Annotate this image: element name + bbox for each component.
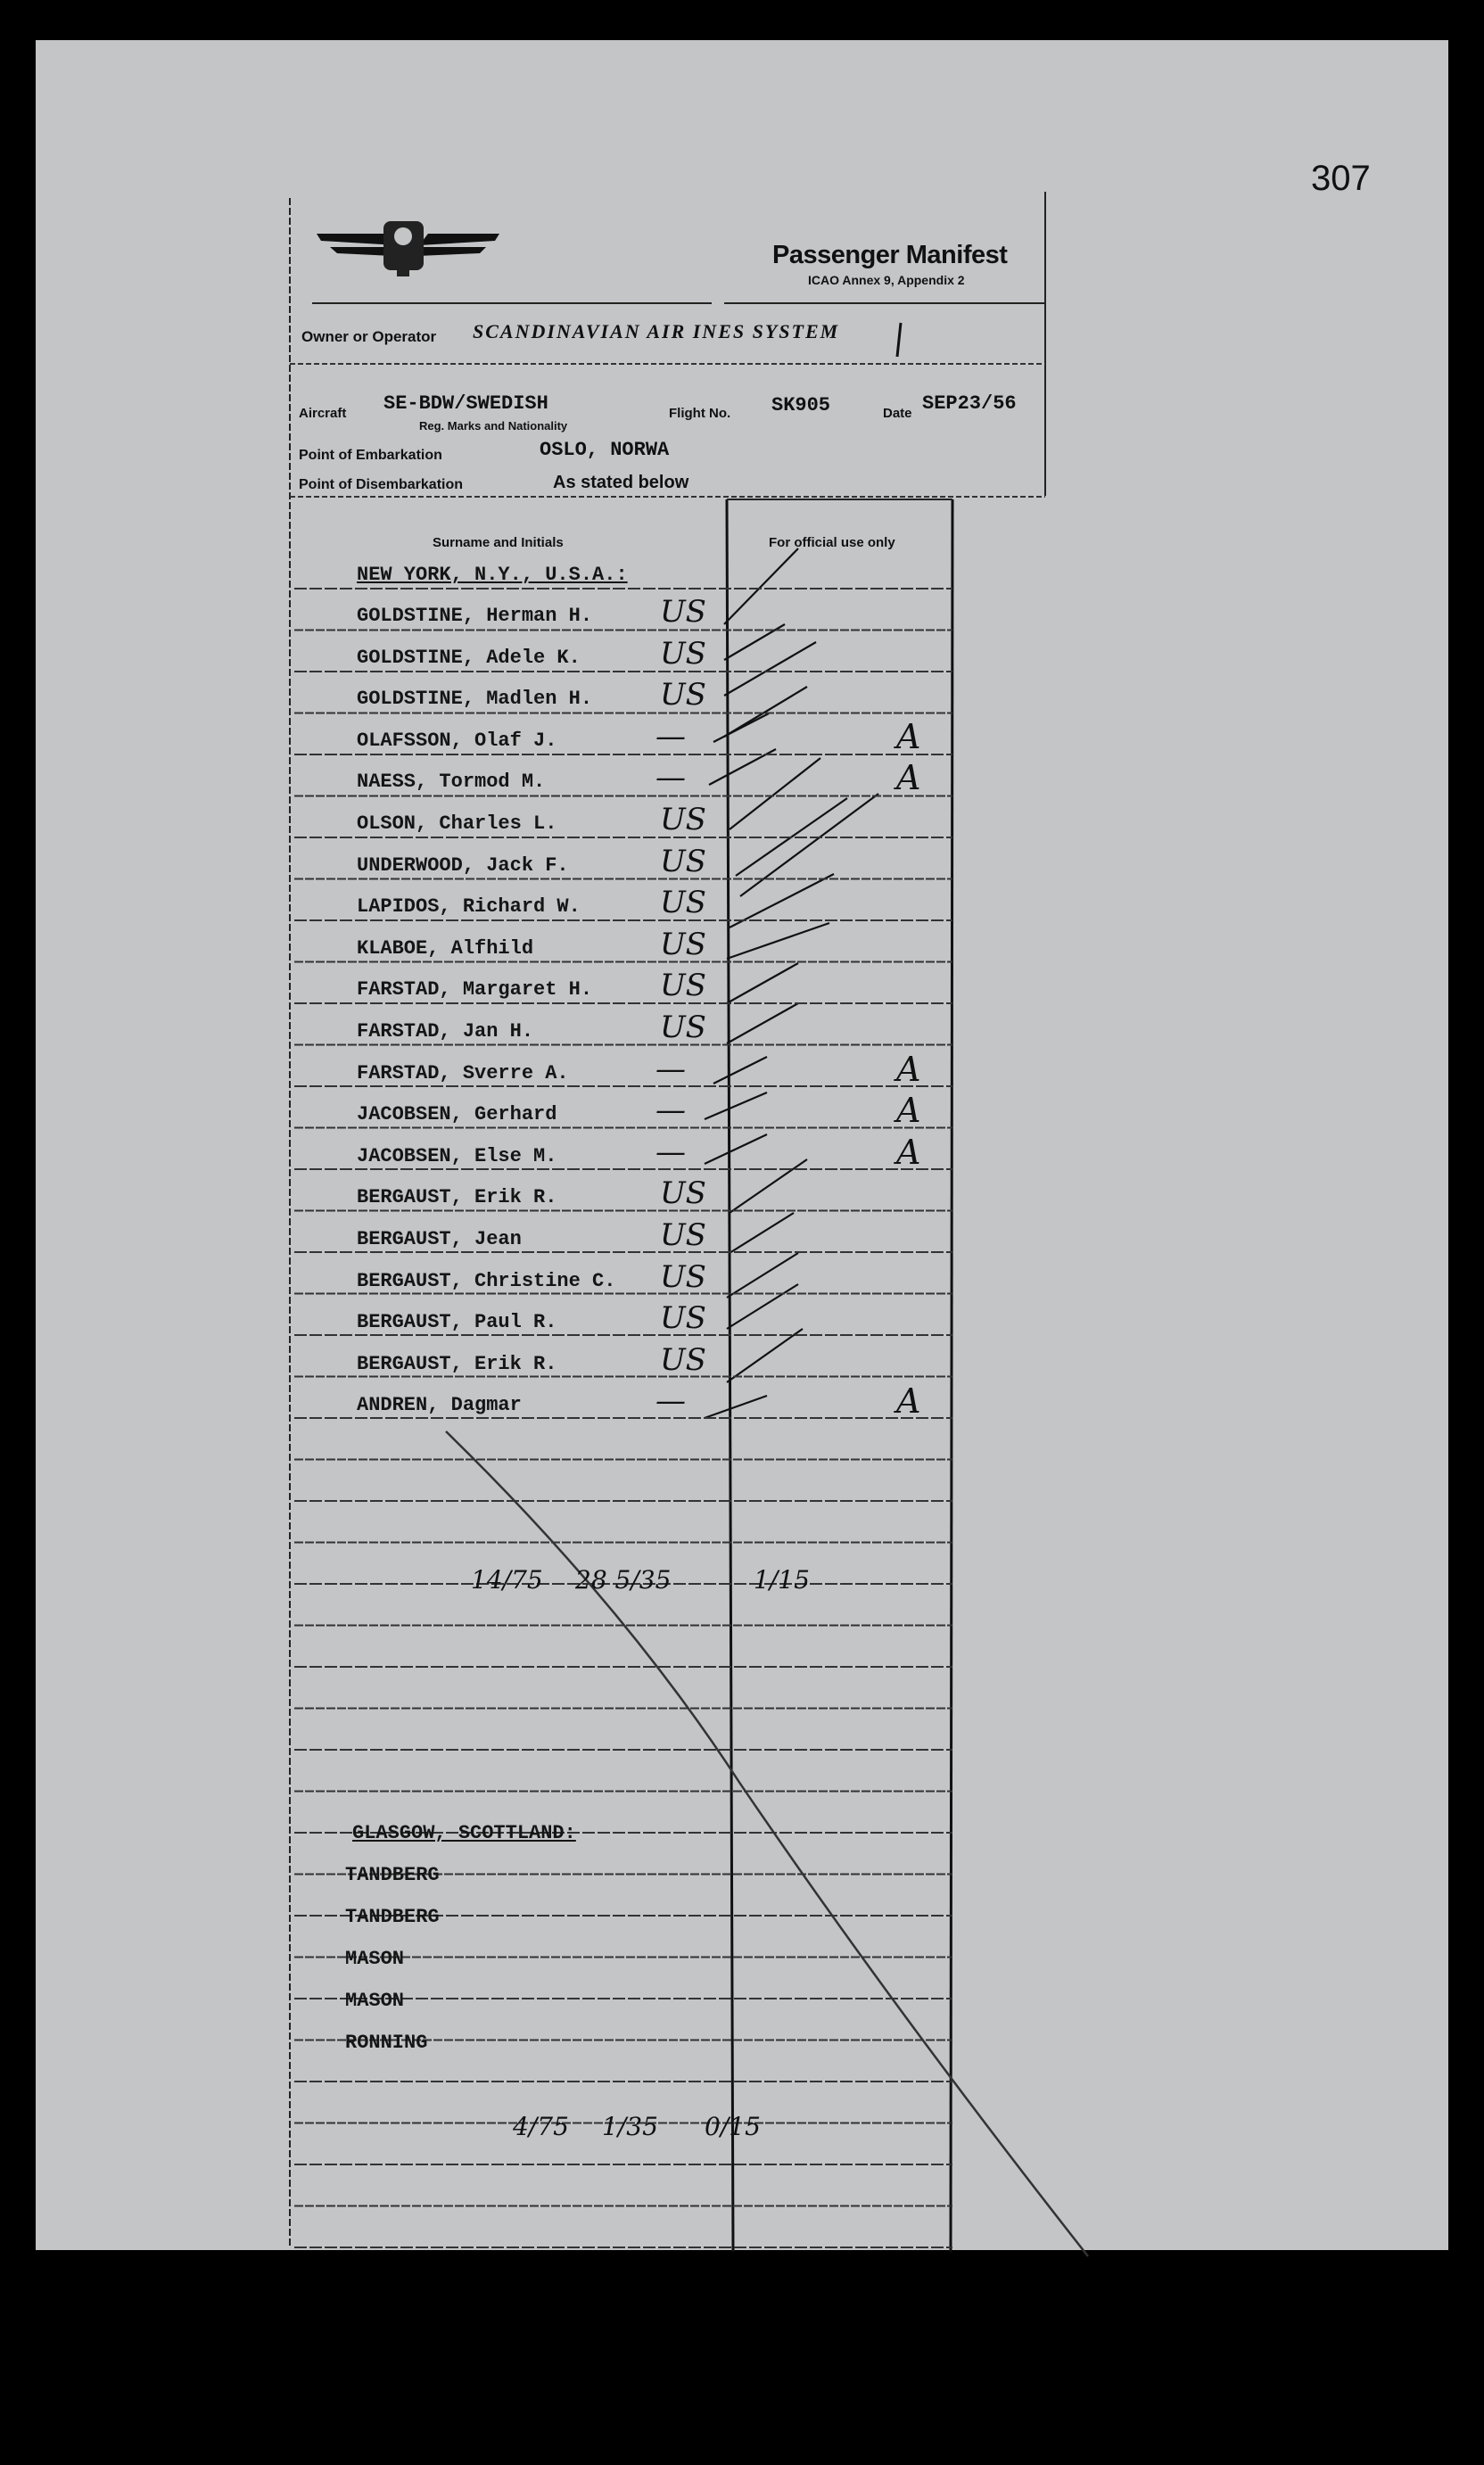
totals-1-c: 1/15 — [754, 1565, 810, 1595]
passenger-name: RONNING — [345, 2032, 428, 2054]
passenger-name: BERGAUST, Erik R. — [357, 1352, 557, 1375]
passenger-name: GOLDSTINE, Adele K. — [357, 646, 581, 669]
nationality-mark: US — [660, 885, 706, 921]
nationality-mark: US — [660, 1341, 706, 1378]
airline-logo-icon — [317, 221, 499, 276]
passenger-name: FARSTAD, Margaret H. — [357, 978, 593, 1002]
aircraft-value: SE-BDW/SWEDISH — [383, 392, 548, 415]
embark-label: Point of Embarkation — [299, 448, 442, 463]
nationality-mark: — — [655, 1051, 686, 1087]
totals-2-c: 0/15 — [705, 2112, 761, 2141]
official-code-mark: A — [896, 1049, 921, 1089]
passenger-name: BERGAUST, Christine C. — [357, 1269, 616, 1292]
nationality-mark: US — [660, 968, 706, 1004]
reg-note: Reg. Marks and Nationality — [419, 419, 568, 433]
passenger-name: MASON — [345, 1990, 405, 2012]
flight-value: SK905 — [771, 394, 831, 416]
totals-1-a: 14/75 — [471, 1565, 543, 1595]
destination-glasgow: GLASGOW, SCOTTLAND: — [352, 1822, 576, 1844]
passenger-name: MASON — [345, 1948, 405, 1970]
page-number: 307 — [1311, 159, 1371, 198]
official-code-mark: A — [896, 1381, 921, 1422]
check-marks — [446, 548, 1088, 2256]
destination-new-york: NEW YORK, N.Y., U.S.A.: — [357, 564, 628, 586]
manifest-title: Passenger Manifest — [772, 241, 1008, 269]
passenger-name: FARSTAD, Jan H. — [357, 1020, 534, 1043]
passenger-name: KLABOE, Alfhild — [357, 936, 534, 960]
official-column-header: For official use only — [769, 535, 895, 550]
owner-value: SCANDINAVIAN AIR INES SYSTEM — [473, 320, 840, 342]
passenger-name: ANDREN, Dagmar — [357, 1394, 522, 1417]
passenger-name: OLAFSSON, Olaf J. — [357, 729, 557, 752]
nationality-mark: US — [660, 1258, 706, 1295]
passenger-name: GOLDSTINE, Herman H. — [357, 605, 593, 627]
nationality-mark: US — [660, 594, 706, 630]
passenger-name: NAESS, Tormod M. — [357, 771, 546, 794]
nationality-mark: US — [660, 802, 706, 837]
totals-2-a: 4/75 — [513, 2112, 569, 2141]
owner-label: Owner or Operator — [301, 328, 437, 345]
date-value: SEP23/56 — [922, 392, 1017, 415]
passenger-name: JACOBSEN, Gerhard — [357, 1103, 557, 1126]
passenger-name: JACOBSEN, Else M. — [357, 1144, 557, 1167]
official-code-mark: A — [896, 1091, 921, 1131]
nationality-mark: — — [655, 1383, 686, 1420]
passenger-name: GOLDSTINE, Madlen H. — [357, 688, 593, 711]
nationality-mark: — — [655, 1134, 686, 1170]
date-label: Date — [883, 406, 912, 421]
official-code-mark: A — [896, 1132, 921, 1172]
disembark-label: Point of Disembarkation — [299, 477, 464, 492]
nationality-mark: US — [660, 1300, 706, 1337]
aircraft-label: Aircraft — [299, 406, 347, 421]
name-column-header: Surname and Initials — [433, 535, 564, 550]
manifest-subtitle: ICAO Annex 9, Appendix 2 — [808, 273, 965, 287]
embark-value: OSLO, NORWA — [540, 439, 670, 461]
disembark-value: As stated below — [553, 473, 689, 492]
nationality-mark: US — [660, 1217, 706, 1253]
nationality-mark: US — [660, 926, 706, 962]
nationality-mark: — — [655, 718, 686, 754]
totals-2-b: 1/35 — [602, 2112, 658, 2141]
totals-1-b: 28 5/35 — [575, 1565, 672, 1595]
nationality-mark: — — [655, 1092, 686, 1129]
passenger-name: FARSTAD, Sverre A. — [357, 1061, 569, 1084]
passenger-name: UNDERWOOD, Jack F. — [357, 853, 569, 877]
passenger-name: OLSON, Charles L. — [357, 812, 557, 835]
nationality-mark: US — [660, 843, 706, 879]
nationality-mark: US — [660, 1175, 706, 1212]
passenger-name: BERGAUST, Jean — [357, 1228, 522, 1250]
official-code-mark: A — [896, 758, 921, 798]
flight-label: Flight No. — [669, 406, 731, 421]
nationality-mark: US — [660, 1010, 706, 1045]
nationality-mark: US — [660, 677, 706, 713]
passenger-name: BERGAUST, Erik R. — [357, 1186, 557, 1209]
official-code-mark: A — [896, 716, 921, 756]
nationality-mark: US — [660, 635, 706, 672]
passenger-name: LAPIDOS, Richard W. — [357, 895, 581, 919]
passenger-name: TANDBERG — [345, 1906, 440, 1928]
nationality-mark: — — [655, 760, 686, 796]
passenger-name: TANDBERG — [345, 1864, 440, 1886]
passenger-name: BERGAUST, Paul R. — [357, 1311, 557, 1334]
